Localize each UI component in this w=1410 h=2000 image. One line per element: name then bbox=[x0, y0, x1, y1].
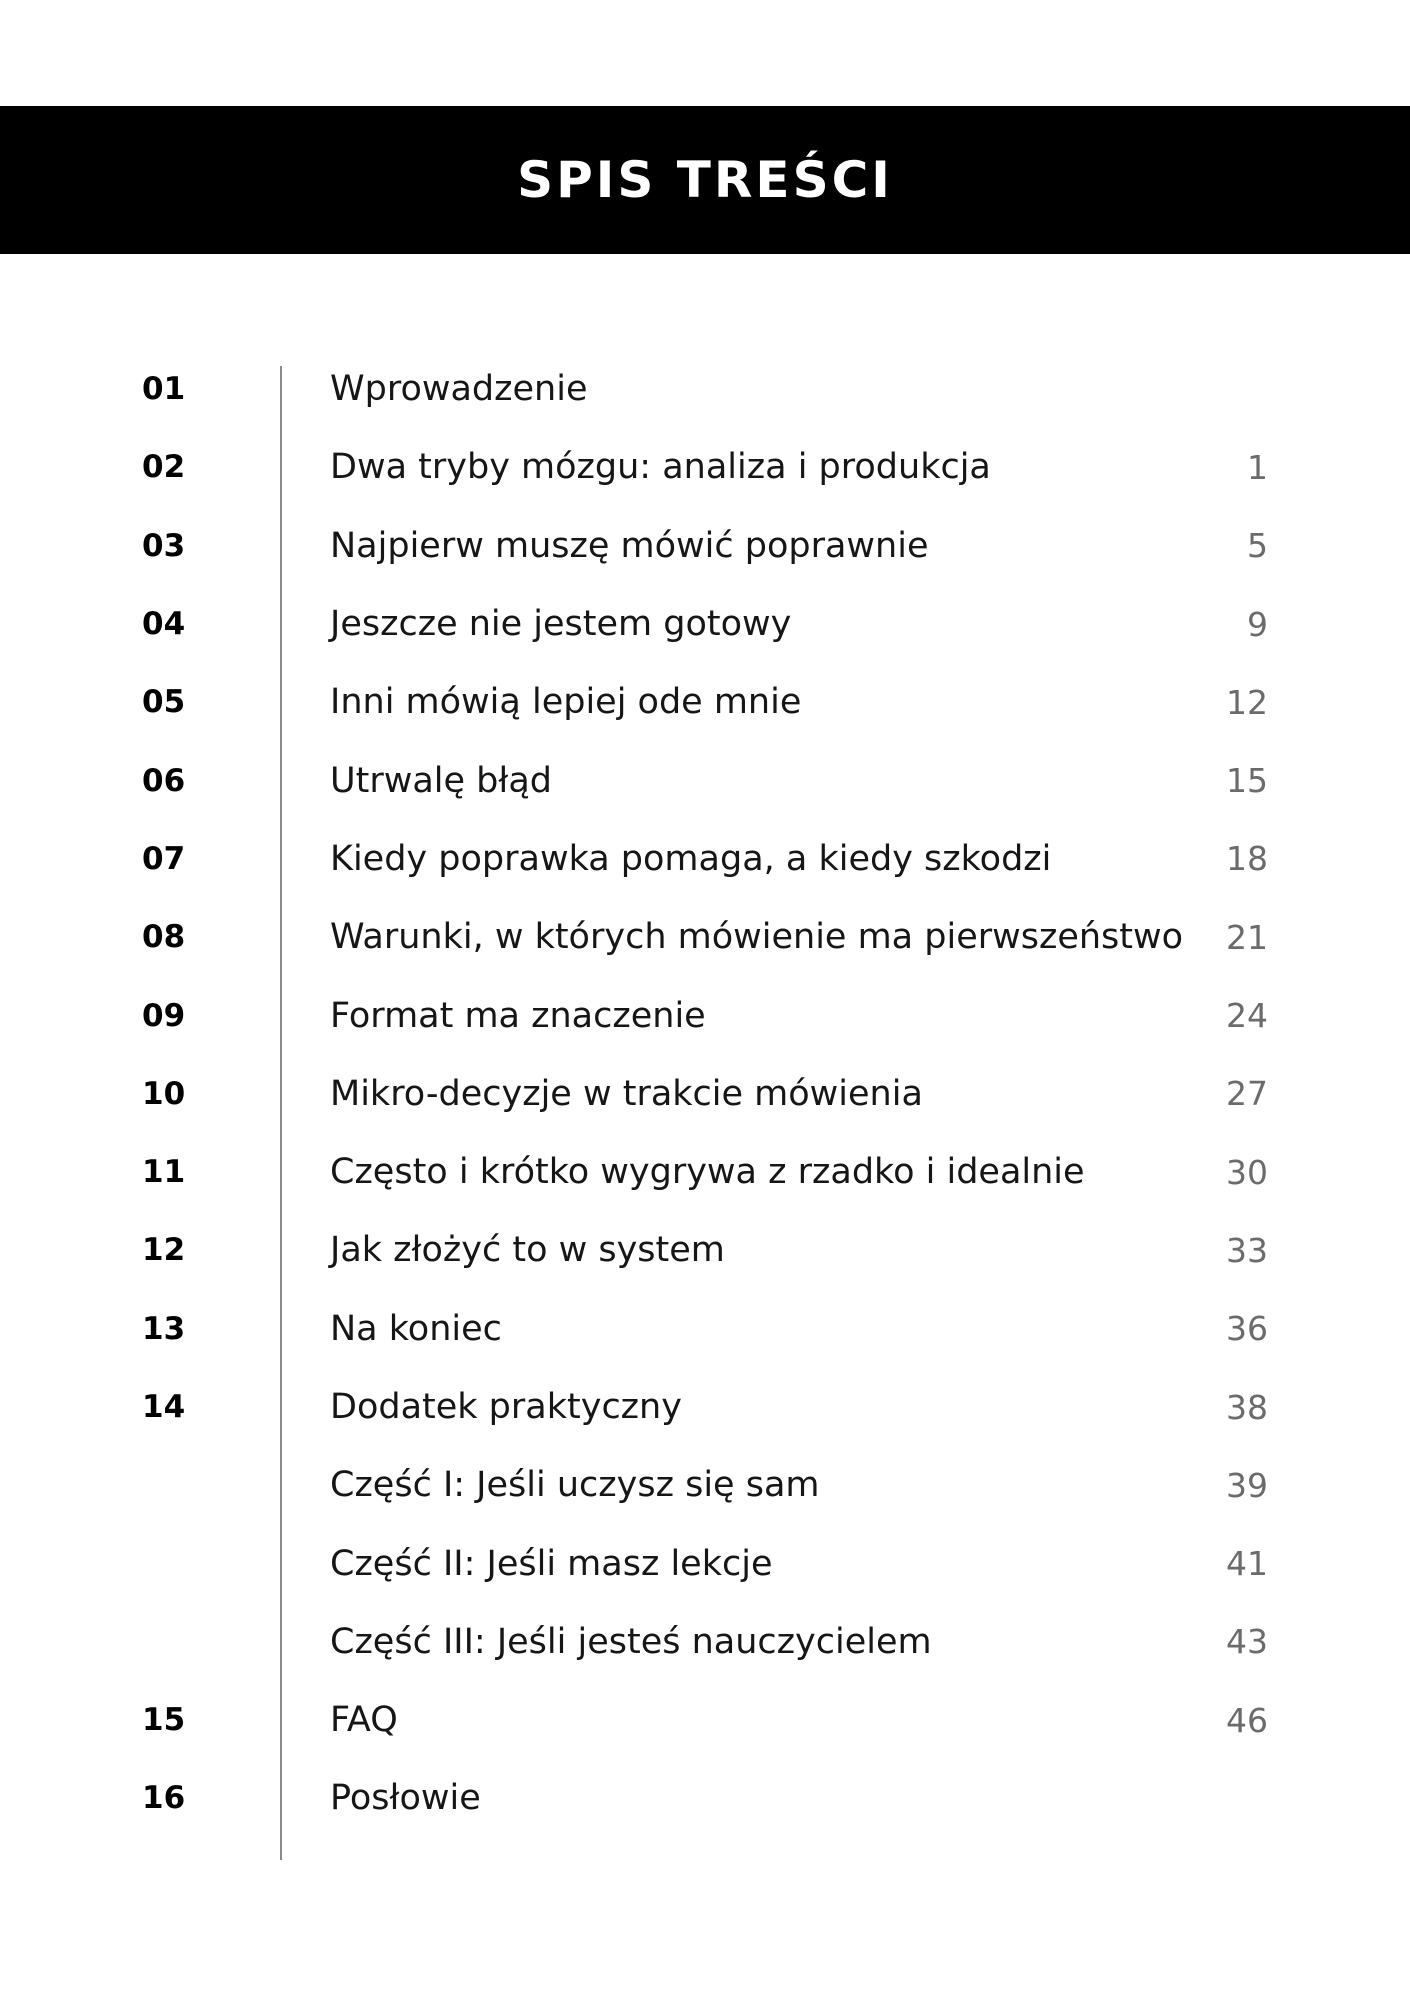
chapter-number: 16 bbox=[142, 1780, 186, 1817]
page-number: 1 bbox=[1247, 447, 1268, 487]
chapter-title: Format ma znaczenie bbox=[330, 995, 706, 1036]
page-number: 36 bbox=[1226, 1309, 1268, 1349]
page-number: 46 bbox=[1226, 1700, 1268, 1740]
page-number: 5 bbox=[1247, 526, 1268, 566]
chapter-number: 06 bbox=[142, 762, 186, 799]
chapter-title: Jeszcze nie jestem gotowy bbox=[330, 604, 792, 645]
chapter-number: 12 bbox=[142, 1232, 186, 1269]
chapter-title: Kiedy poprawka pomaga, a kiedy szkodzi bbox=[330, 838, 1052, 879]
page-number: 43 bbox=[1226, 1622, 1268, 1662]
chapter-number: 10 bbox=[142, 1075, 186, 1112]
toc-entry[interactable] bbox=[0, 507, 1410, 585]
toc-entry[interactable] bbox=[0, 820, 1410, 898]
section-title: Część III: Jeśli jesteś nauczycielem bbox=[330, 1621, 932, 1662]
chapter-title: Utrwalę błąd bbox=[330, 760, 553, 801]
table-of-contents bbox=[0, 350, 1410, 1838]
chapter-title: Jak złożyć to w system bbox=[330, 1230, 725, 1271]
toc-entry[interactable] bbox=[0, 1133, 1410, 1211]
toc-subentry[interactable] bbox=[0, 1603, 1410, 1681]
toc-entry[interactable] bbox=[0, 898, 1410, 976]
page-number: 27 bbox=[1226, 1074, 1268, 1114]
page-number: 38 bbox=[1226, 1387, 1268, 1427]
chapter-title: Warunki, w których mówienie ma pierwszeństwo bbox=[330, 917, 1184, 958]
page-number: 9 bbox=[1247, 604, 1268, 644]
page-title: SPIS TREŚCI bbox=[517, 151, 893, 209]
chapter-title: Inni mówią lepiej ode mnie bbox=[330, 682, 802, 723]
chapter-title: Wprowadzenie bbox=[330, 369, 588, 410]
page-number: 39 bbox=[1226, 1465, 1268, 1505]
chapter-title: Na koniec bbox=[330, 1308, 502, 1349]
toc-entry[interactable] bbox=[0, 428, 1410, 506]
toc-entry[interactable] bbox=[0, 1211, 1410, 1289]
chapter-title: Mikro-decyzje w trakcie mówienia bbox=[330, 1073, 923, 1114]
chapter-number: 13 bbox=[142, 1310, 186, 1347]
chapter-number: 02 bbox=[142, 449, 186, 486]
chapter-number: 09 bbox=[142, 997, 186, 1034]
chapter-number: 05 bbox=[142, 684, 186, 721]
chapter-title: Posłowie bbox=[330, 1778, 481, 1819]
section-title: Część II: Jeśli masz lekcje bbox=[330, 1543, 773, 1584]
page-number: 12 bbox=[1226, 682, 1268, 722]
page-number: 33 bbox=[1226, 1230, 1268, 1270]
chapter-title: Często i krótko wygrywa z rzadko i idealnie bbox=[330, 1152, 1085, 1193]
chapter-number: 11 bbox=[142, 1154, 186, 1191]
chapter-number: 07 bbox=[142, 840, 186, 877]
page-number: 30 bbox=[1226, 1152, 1268, 1192]
toc-entry[interactable] bbox=[0, 1759, 1410, 1837]
section-title: Część I: Jeśli uczysz się sam bbox=[330, 1465, 820, 1506]
header-bar bbox=[0, 106, 1410, 254]
toc-entry[interactable] bbox=[0, 976, 1410, 1054]
toc-entry[interactable] bbox=[0, 1055, 1410, 1133]
page-number: 18 bbox=[1226, 839, 1268, 879]
page-number: 15 bbox=[1226, 761, 1268, 801]
page-number: 24 bbox=[1226, 996, 1268, 1036]
chapter-title: FAQ bbox=[330, 1700, 398, 1741]
page-number: 21 bbox=[1226, 917, 1268, 957]
chapter-title: Najpierw muszę mówić poprawnie bbox=[330, 525, 929, 566]
toc-subentry[interactable] bbox=[0, 1524, 1410, 1602]
chapter-number: 14 bbox=[142, 1389, 186, 1425]
chapter-number: 03 bbox=[142, 527, 186, 564]
chapter-title: Dwa tryby mózgu: analiza i produkcja bbox=[330, 447, 991, 488]
chapter-number: 08 bbox=[142, 919, 186, 956]
chapter-title: Dodatek praktyczny bbox=[330, 1387, 682, 1427]
toc-subentry[interactable] bbox=[0, 1446, 1410, 1524]
toc-entry[interactable] bbox=[0, 350, 1410, 428]
toc-entry[interactable] bbox=[0, 741, 1410, 819]
chapter-number: 15 bbox=[142, 1702, 186, 1739]
toc-entry[interactable] bbox=[0, 1290, 1410, 1368]
toc-entry[interactable] bbox=[0, 663, 1410, 741]
toc-entry[interactable] bbox=[0, 585, 1410, 663]
chapter-number: 01 bbox=[142, 371, 186, 408]
page-number: 41 bbox=[1226, 1544, 1268, 1584]
toc-entry[interactable] bbox=[0, 1681, 1410, 1759]
toc-entry[interactable] bbox=[0, 1368, 1410, 1446]
chapter-number: 04 bbox=[142, 606, 186, 643]
